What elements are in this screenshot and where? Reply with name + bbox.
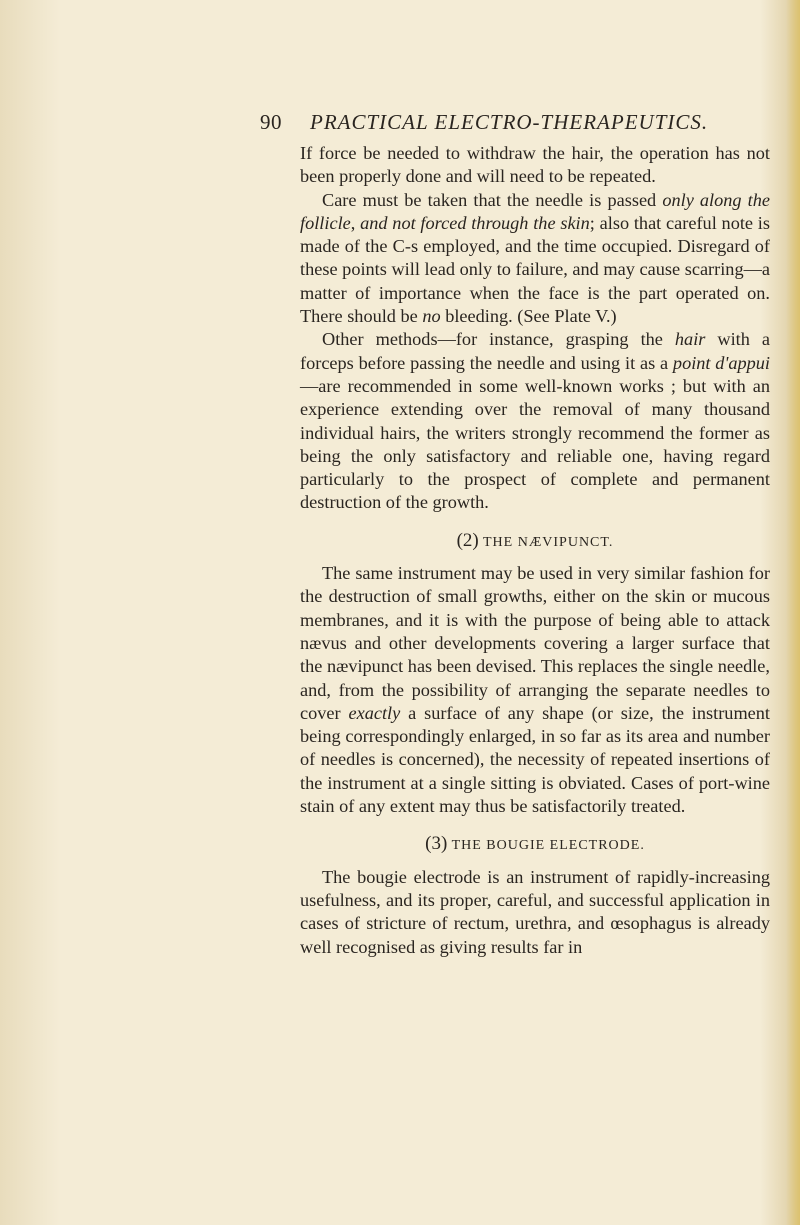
section-title: THE NÆVIPUNCT.	[483, 534, 614, 550]
italic-text: exactly	[348, 702, 401, 723]
page-edge	[786, 0, 800, 1225]
paragraph-text: If force be needed to withdraw the hair, the operation has not been properly done and will need to be repeated.	[300, 143, 770, 187]
italic-text: only along the follicle	[300, 189, 771, 233]
italic-text: and not forced through the skin	[360, 212, 590, 233]
paragraph-text: with a forceps before passing the needle and using it as a	[300, 329, 770, 373]
running-title: PRACTICAL ELECTRO-THERAPEUTICS.	[310, 110, 709, 134]
paragraph-text: The same instrument may be used in very similar fashion for the destruction of small growths, either on the skin or mucous membranes, and it is with the purpose of being able to attack nævus and other developments covering a larger surface that the nævipunct has been devised. This replaces the single needle, and, from the possibility of arranging the separate needles to cover	[300, 563, 770, 723]
paragraph	[300, 562, 770, 818]
paragraph	[300, 189, 770, 329]
paragraph	[300, 142, 770, 189]
paragraph	[300, 328, 770, 514]
section-heading	[300, 529, 770, 554]
section-title: THE BOUGIE ELECTRODE.	[451, 838, 645, 854]
paragraph-text: ,	[350, 212, 361, 233]
paragraph-text: Other methods—for instance, grasping the	[322, 329, 675, 350]
italic-text: hair	[674, 329, 706, 350]
paragraph	[300, 866, 770, 959]
body-text	[300, 142, 770, 959]
paragraph-text: ; also that careful note is made of the C-s employed, and the time occupied. Disregard of these points will lead only to failure, and may cause scarring—a matter of importance when the face is the part operated on. There should be	[300, 212, 770, 327]
paragraph-text: The bougie electrode is an instrument of rapidly-increasing usefulness, and its proper, careful, and successful application in cases of stricture of rectum, urethra, and œsophagus is already well recognised as giving results far in	[300, 866, 770, 957]
section-number: (2)	[456, 529, 479, 551]
section-heading	[300, 832, 770, 857]
paragraph-text: bleeding. (See Plate V.)	[440, 306, 617, 327]
paragraph-text: a surface of any shape (or size, the instrument being correspondingly enlarged, in so far as its area and number of needles is concerned), the necessity of repeated insertions of the instrument at a single sitting is obviated. Cases of port-wine stain of any extent may thus be satisfactorily treated.	[300, 702, 770, 817]
italic-text: point d'appui	[672, 352, 770, 373]
page-number: 90	[260, 110, 282, 134]
section-number: (3)	[425, 833, 448, 855]
paragraph-text: Care must be taken that the needle is passed	[322, 189, 663, 210]
paragraph-text: —are recommended in some well-known works ; but with an experience extending over the removal of many thousand individual hairs, the writers strongly recommend the former as being the only satisfactory and reliable one, having regard particularly to the prospect of complete and permanent destruction of the growth.	[300, 375, 770, 513]
italic-text: no	[422, 306, 441, 327]
